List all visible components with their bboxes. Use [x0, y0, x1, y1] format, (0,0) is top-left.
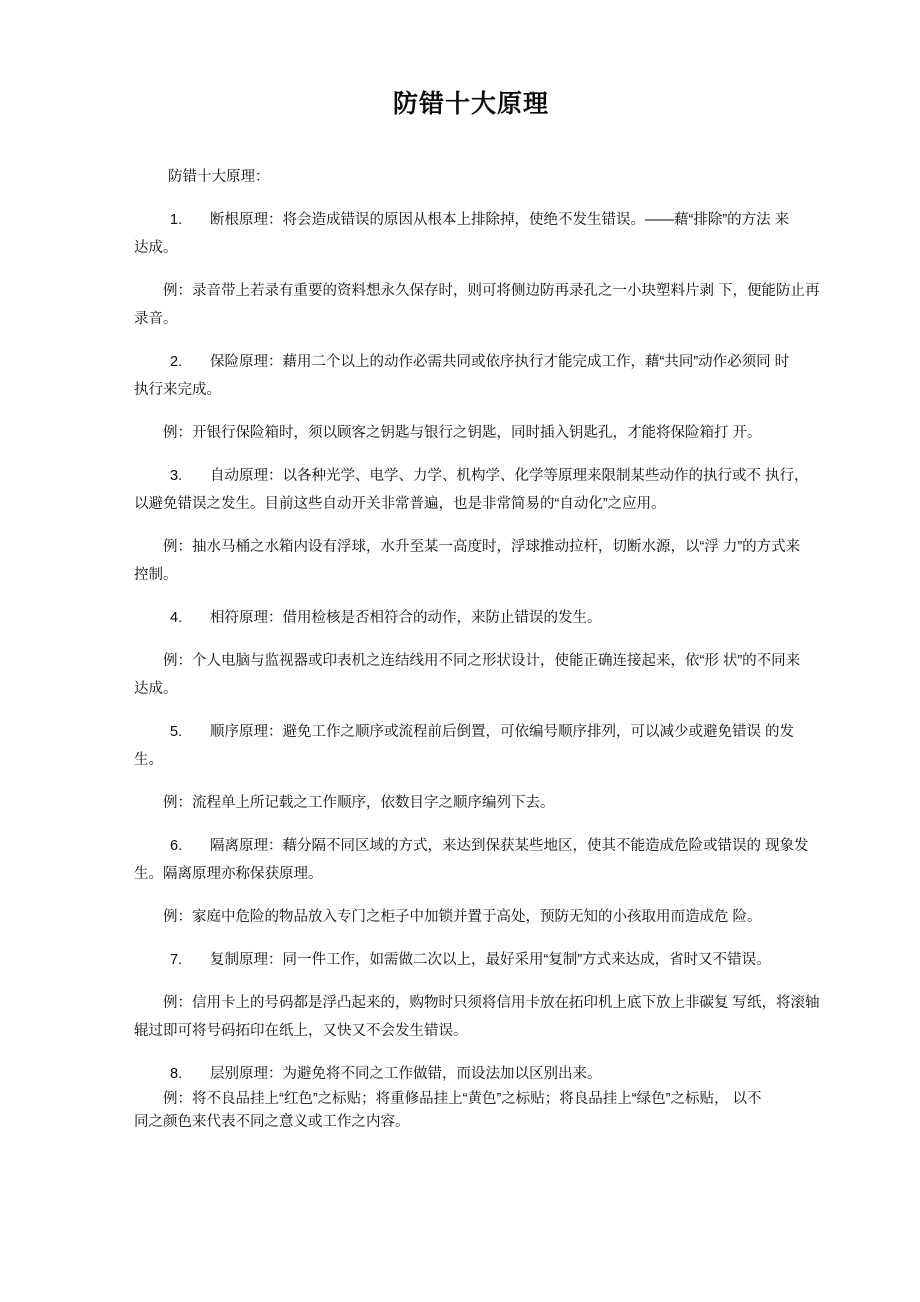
text-line	[134, 946, 808, 974]
text-line	[134, 462, 808, 490]
example-paragraph	[134, 789, 808, 817]
text-line: 例：信用卡上的号码都是浮凸起来的，购物时只须将信用卡放在拓印机上底下放上非碳复 写纸，将滚轴	[163, 995, 820, 1011]
text-line: 例：开银行保险箱时，须以顾客之钥匙与银行之钥匙，同时插入钥匙孔，才能将保险箱打 开。	[163, 425, 762, 441]
text-line	[134, 718, 808, 746]
example-paragraph	[134, 533, 808, 589]
example-paragraph	[134, 647, 808, 703]
item-text: 自动原理：以各种光学、电学、力学、机构学、化学等原理来限制某些动作的执行或不 执行，	[210, 468, 809, 484]
text-line	[134, 604, 808, 632]
text-line	[134, 832, 808, 860]
example-paragraph	[134, 419, 808, 447]
item-number: 4.	[170, 610, 183, 626]
intro-paragraph: 防错十大原理：	[168, 169, 270, 185]
text-line: 辊过即可将号码拓印在纸上，又快又不会发生错误。	[134, 1023, 468, 1039]
principle-paragraph	[134, 832, 808, 888]
principle-paragraph	[134, 348, 808, 404]
item-text: 相符原理：借用检核是否相符合的动作，来防止错误的发生。	[210, 610, 602, 626]
item-text: 复制原理：同一件工作，如需做二次以上，最好采用“复制”方式来达成，省时又不错误。	[210, 952, 771, 968]
text-line: 以避免错误之发生。目前这些自动开关非常普遍，也是非常简易的“自动化”之应用。	[134, 496, 666, 512]
item-text: 顺序原理：避免工作之顺序或流程前后倒置，可依编号顺序排列，可以减少或避免错误 的发	[210, 724, 795, 740]
principle-paragraph	[134, 462, 808, 518]
text-line: 生。	[134, 752, 163, 768]
text-line: 例：流程单上所记载之工作顺序，依数目字之顺序编列下去。	[163, 795, 555, 811]
text-line: 执行来完成。	[134, 382, 221, 398]
item-text: 隔离原理：藉分隔不同区域的方式，来达到保获某些地区，使其不能造成危险或错误的 现象发	[210, 838, 809, 854]
item-text: 层别原理：为避免将不同之工作做错，而设法加以区别出来。	[210, 1066, 602, 1082]
principle-paragraph	[134, 604, 808, 632]
text-line: 控制。	[134, 567, 178, 583]
principle-paragraph	[134, 206, 808, 262]
text-line: 例：家庭中危险的物品放入专门之柜子中加锁并置于高处，预防无知的小孩取用而造成危 险。	[163, 909, 762, 925]
text-line: 同之颜色来代表不同之意义或工作之内容。	[134, 1114, 410, 1130]
item-number: 5.	[170, 724, 183, 740]
text-line	[134, 348, 808, 376]
text-line: 例：录音带上若录有重要的资料想永久保存时，则可将侧边防再录孔之一小块塑料片剥 下，便能防止再	[163, 283, 820, 299]
principle-paragraph	[134, 718, 808, 774]
example-paragraph	[134, 277, 820, 333]
principle-paragraph	[134, 946, 808, 974]
text-line: 生。隔离原理亦称保获原理。	[134, 866, 323, 882]
item-number: 1.	[170, 212, 183, 228]
item-text: 断根原理：将会造成错误的原因从根本上排除掉，使绝不发生错误。——藉“排除”的方法 来	[210, 212, 790, 228]
principle-paragraph	[134, 1060, 808, 1088]
text-line: 例：抽水马桶之水箱内设有浮球，水升至某一高度时，浮球推动拉杆，切断水源，以“浮 力”的方式来	[163, 539, 801, 555]
item-number: 3.	[170, 468, 183, 484]
example-paragraph	[134, 989, 820, 1045]
text-line	[134, 1060, 808, 1088]
item-number: 2.	[170, 354, 183, 370]
text-line	[134, 206, 808, 234]
text-line: 达成。	[134, 240, 178, 256]
text-line: 达成。	[134, 681, 178, 697]
text-line: 例：个人电脑与监视器或印表机之连结线用不同之形状设计，使能正确连接起来，依“形 状”的不同来	[163, 653, 801, 669]
text-line: 录音。	[134, 311, 178, 327]
item-number: 8.	[170, 1066, 183, 1082]
example-paragraph	[134, 903, 808, 931]
document-body	[134, 206, 820, 1134]
item-number: 7.	[170, 952, 183, 968]
text-line: 例：将不良品挂上“红色”之标贴；将重修品挂上“黄色”之标贴；将良品挂上“绿色”之标贴， 以不	[163, 1091, 762, 1107]
example-paragraph	[134, 1088, 808, 1134]
document-title: 防错十大原理	[392, 90, 549, 118]
item-text: 保险原理：藉用二个以上的动作必需共同或依序执行才能完成工作，藉“共同”动作必须同 时	[210, 354, 790, 370]
item-number: 6.	[170, 838, 183, 854]
